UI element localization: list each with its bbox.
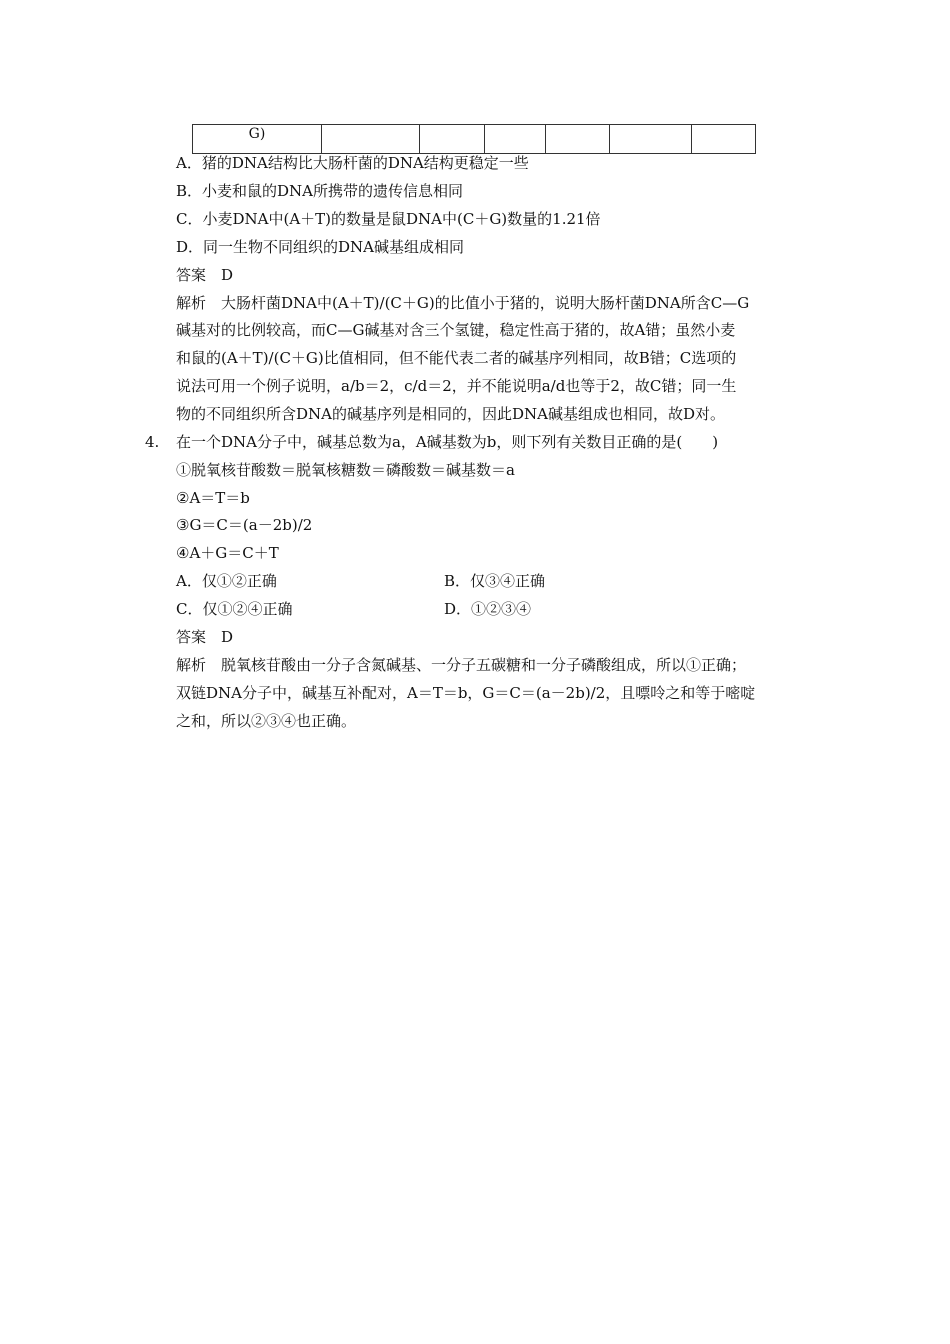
q3-answer: 答案 D [176, 266, 234, 284]
q3-option-a: A．猪的DNA结构比大肠杆菌的DNA结构更稳定一些 [176, 154, 529, 172]
table-cell [610, 125, 692, 154]
table-cell [546, 125, 610, 154]
q3-analysis-line: 和鼠的(A＋T)/(C＋G)比值相同，但不能代表二者的碱基序列相同，故B错；C选项的 [176, 349, 737, 367]
q4-analysis-line: 之和，所以②③④也正确。 [176, 712, 357, 730]
q4-option-a: A．仅①②正确 [176, 572, 277, 590]
table-cell [322, 125, 420, 154]
q3-option-d: D．同一生物不同组织的DNA碱基组成相同 [176, 238, 465, 256]
q3-option-b: B．小麦和鼠的DNA所携带的遗传信息相同 [176, 182, 464, 200]
table-cell [485, 125, 546, 154]
q4-analysis-line: 解析 脱氧核苷酸由一分子含氮碱基、一分子五碳糖和一分子磷酸组成，所以①正确； [176, 656, 747, 674]
q4-statement: ①脱氧核苷酸数＝脱氧核糖数＝磷酸数＝碱基数＝a [176, 461, 515, 479]
q4-analysis-line: 双链DNA分子中，碱基互补配对，A＝T＝b，G＝C＝(a－2b)/2，且嘌呤之和等于嘧啶 [176, 684, 756, 702]
q4-option-d: D．①②③④ [444, 600, 532, 618]
q3-analysis-line: 物的不同组织所含DNA的碱基序列是相同的，因此DNA碱基组成也相同，故D对。 [176, 405, 725, 423]
q4-statement: ④A＋G＝C＋T [176, 544, 279, 562]
q4-statement: ②A＝T＝b [176, 489, 250, 507]
table-cell: G) [193, 125, 322, 154]
q4-number: 4. [145, 433, 160, 451]
q4-statement: ③G＝C＝(a－2b)/2 [176, 516, 313, 534]
data-table-tail [192, 124, 756, 154]
q3-analysis-line: 说法可用一个例子说明，a/b＝2，c/d＝2，并不能说明a/d也等于2，故C错；同一生 [176, 377, 737, 395]
table-cell [420, 125, 485, 154]
q3-option-c: C．小麦DNA中(A＋T)的数量是鼠DNA中(C＋G)数量的1.21倍 [176, 210, 601, 228]
table-cell [692, 125, 756, 154]
q4-option-c: C．仅①②④正确 [176, 600, 293, 618]
q4-stem: 在一个DNA分子中，碱基总数为a，A碱基数为b，则下列有关数目正确的是( ) [176, 433, 719, 451]
table-row [193, 125, 756, 154]
q4-option-b: B．仅③④正确 [444, 572, 546, 590]
q3-analysis-line: 解析 大肠杆菌DNA中(A＋T)/(C＋G)的比值小于猪的，说明大肠杆菌DNA所含C—G [176, 294, 750, 312]
q3-analysis-line: 碱基对的比例较高，而C—G碱基对含三个氢键，稳定性高于猪的，故A错；虽然小麦 [176, 321, 736, 339]
q4-answer: 答案 D [176, 628, 234, 646]
